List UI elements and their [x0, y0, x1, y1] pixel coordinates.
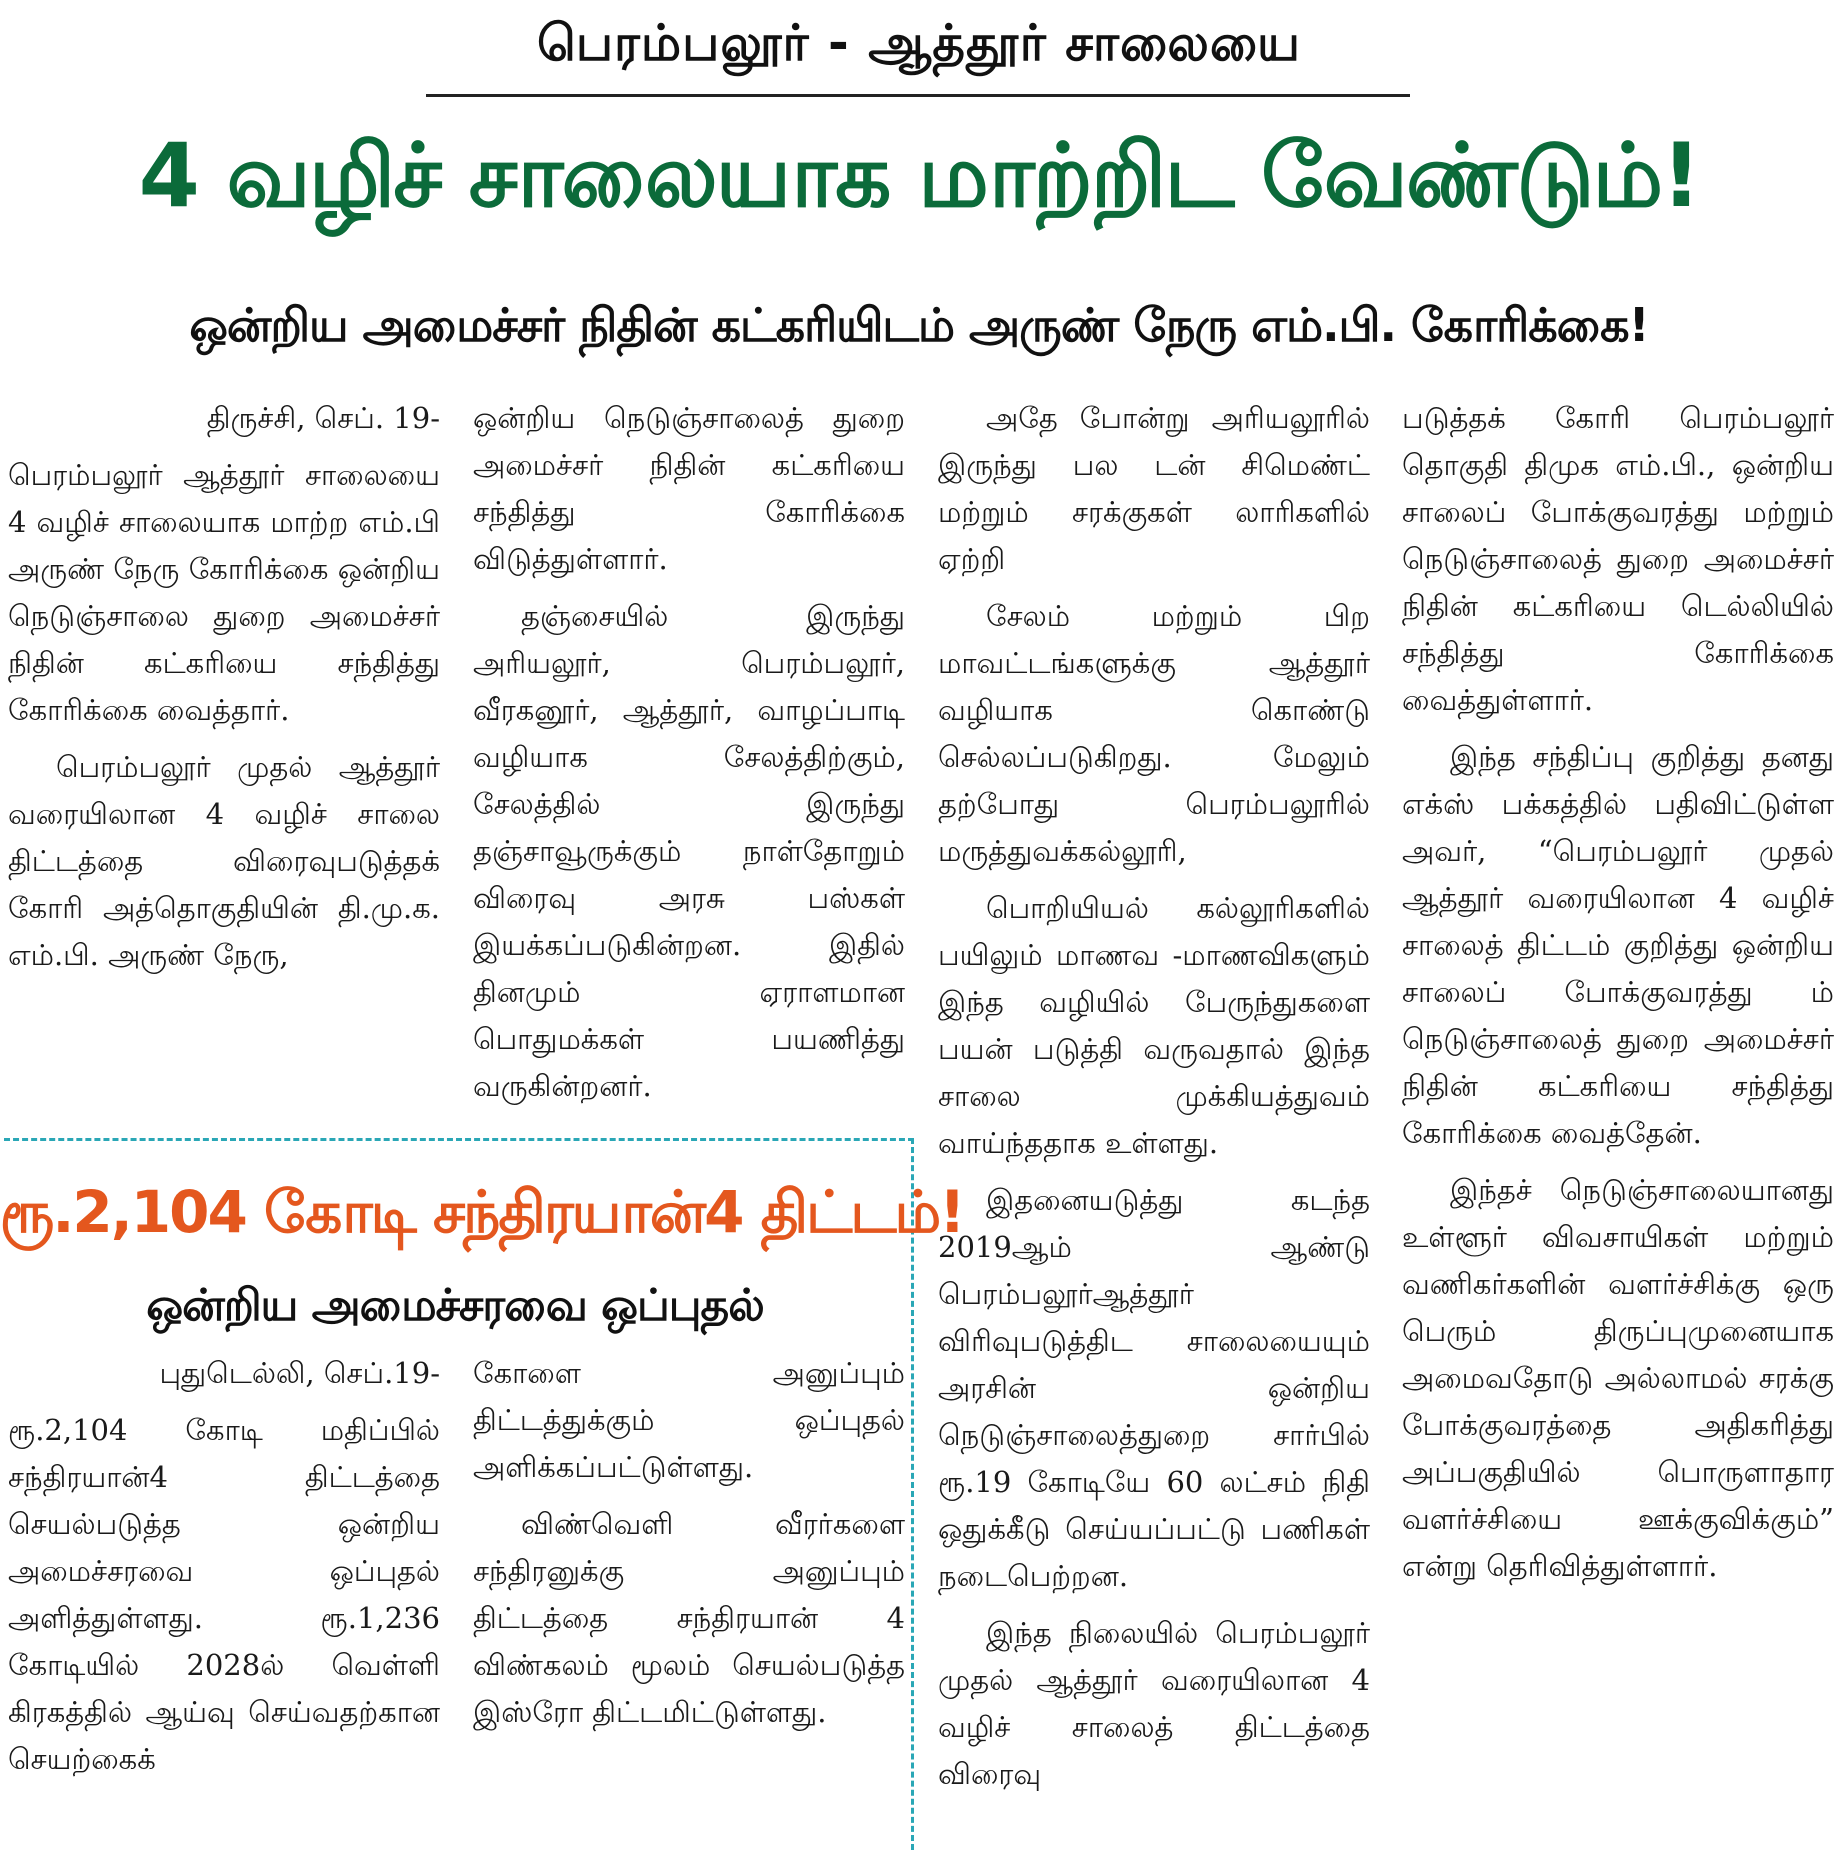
sidebar-headline: ரூ.2,104 கோடி சந்திரயான்4 திட்டம்!: [0, 1178, 964, 1246]
main-column-1: [8, 395, 440, 1113]
paragraph: சேலம் மற்றும் பிற மாவட்டங்களுக்கு ஆத்தூர் வழியாக கொண்டு செல்லப்படுகிறது. மேலும் தற்போது பெரம்பலூரில் மருத்துவக்கல்லூரி,: [938, 599, 1370, 868]
main-column-4: [1402, 395, 1834, 1850]
sidebar-column-2: [473, 1350, 905, 1845]
paragraph: பெரம்பலூர் ஆத்தூர் சாலையை 4 வழிச் சாலையாக மாற்ற எம்.பி அருண் நேரு கோரிக்கை ஒன்றிய நெடுஞ்சாலை துறை அமைச்சர் நிதின் கட்கரியை சந்தித்து கோரிக்கை வைத்தார்.: [8, 458, 440, 727]
sidebar-dateline: புதுடெல்லி, செப்.19-: [159, 1356, 440, 1390]
main-column-2: [473, 395, 905, 1113]
paragraph: இதனையடுத்து கடந்த 2019ஆம் ஆண்டு பெரம்பலூர்ஆத்தூர் விரிவுபடுத்திட சாலையையும் அரசின் ஒன்றிய நெடுஞ்சாலைத்துறை சார்பில் ரூ.19 கோடியே 60 லட்சம் நிதி ஒதுக்கீடு செய்யப்பட்டு பணிகள் நடைபெற்றன.: [938, 1183, 1370, 1593]
paragraph: இந்தச் நெடுஞ்சாலையானது உள்ளூர் விவசாயிகள் மற்றும் வணிகர்களின் வளர்ச்சிக்கு ஒரு பெரும் திருப்புமுனையாக அமைவதோடு அல்லாமல் சரக்கு போக்குவரத்தை அதிகரித்து அப்பகுதியில் பொருளாதார வளர்ச்சியை ஊக்குவிக்கும்” என்று தெரிவித்துள்ளார்.: [1402, 1173, 1834, 1583]
main-subhead: ஒன்றிய அமைச்சர் நிதின் கட்கரியிடம் அருண் நேரு எம்.பி. கோரிக்கை!: [189, 298, 1649, 352]
kicker-headline: பெரம்பலூர் - ஆத்தூர் சாலையை: [536, 14, 1302, 72]
paragraph: பெரம்பலூர் முதல் ஆத்தூர் வரையிலான 4 வழிச் சாலை திட்டத்தை விரைவுபடுத்தக் கோரி அத்தொகுதியின் தி.மு.க. எம்.பி. அருண் நேரு,: [8, 750, 440, 972]
paragraph: பொறியியல் கல்லூரிகளில் பயிலும் மாணவ -மாணவிகளும் இந்த வழியில் பேருந்துகளை பயன் படுத்தி வருவதால் இந்த சாலை முக்கியத்துவம் வாய்ந்ததாக உள்ளது.: [938, 891, 1370, 1160]
paragraph: ஒன்றிய நெடுஞ்சாலைத் துறை அமைச்சர் நிதின் கட்கரியை சந்தித்து கோரிக்கை விடுத்துள்ளார்.: [473, 401, 905, 576]
paragraph: தஞ்சையில் இருந்து அரியலூர், பெரம்பலூர், வீரகனூர், ஆத்தூர், வாழப்பாடி வழியாக சேலத்திற்கும், சேலத்தில் இருந்து தஞ்சாவூருக்கும் நாள்தோறும் விரைவு அரசு பஸ்கள் இயக்கப்படுகின்றன. இதில் தினமும் ஏராளமான பொதுமக்கள் பயணித்து வருகின்றனர்.: [473, 599, 905, 1103]
paragraph: கோளை அனுப்பும் திட்டத்துக்கும் ஒப்புதல் அளிக்கப்பட்டுள்ளது.: [473, 1356, 905, 1484]
paragraph: அதே போன்று அரியலூரில் இருந்து பல டன் சிமெண்ட் மற்றும் சரக்குகள் லாரிகளில் ஏற்றி: [938, 401, 1370, 576]
main-headline: 4 வழிச் சாலையாக மாற்றிட வேண்டும்!: [138, 124, 1700, 227]
main-dateline: திருச்சி, செப். 19-: [206, 401, 440, 435]
paragraph: இந்த நிலையில் பெரம்பலூர் முதல் ஆத்தூர் வரையிலான 4 வழிச் சாலைத் திட்டத்தை விரைவு: [938, 1616, 1370, 1791]
paragraph: இந்த சந்திப்பு குறித்து தனது எக்ஸ் பக்கத்தில் பதிவிட்டுள்ள அவர், “பெரம்பலூர் முதல் ஆத்தூர் வரையிலான 4 வழிச் சாலைத் திட்டம் குறித்து ஒன்றிய சாலைப் போக்குவரத்து ம் நெடுஞ்சாலைத் துறை அமைச்சர் நிதின் கட்கரியை சந்தித்து கோரிக்கை வைத்தேன்.: [1402, 740, 1834, 1150]
paragraph: ரூ.2,104 கோடி மதிப்பில் சந்திரயான்4 திட்டத்தை செயல்படுத்த ஒன்றிய அமைச்சரவை ஒப்புதல் அளித்துள்ளது. ரூ.1,236 கோடியில் 2028ல் வெள்ளி கிரகத்தில் ஆய்வு செய்வதற்கான செயற்கைக்: [8, 1413, 440, 1776]
paragraph: விண்வெளி வீரர்களை சந்திரனுக்கு அனுப்பும் திட்டத்தை சந்திரயான் 4 விண்கலம் மூலம் செயல்படுத்த இஸ்ரோ திட்டமிட்டுள்ளது.: [473, 1507, 905, 1729]
sidebar-column-1: [8, 1350, 440, 1845]
sidebar-subhead: ஒன்றிய அமைச்சரவை ஒப்புதல்: [146, 1280, 764, 1331]
main-column-3: [938, 395, 1370, 1850]
paragraph: படுத்தக் கோரி பெரம்பலூர் தொகுதி திமுக எம்.பி., ஒன்றிய சாலைப் போக்குவரத்து மற்றும் நெடுஞ்சாலைத் துறை அமைச்சர் நிதின் கட்கரியை டெல்லியில் சந்தித்து கோரிக்கை வைத்துள்ளார்.: [1402, 401, 1834, 717]
kicker-underline: [426, 94, 1410, 97]
